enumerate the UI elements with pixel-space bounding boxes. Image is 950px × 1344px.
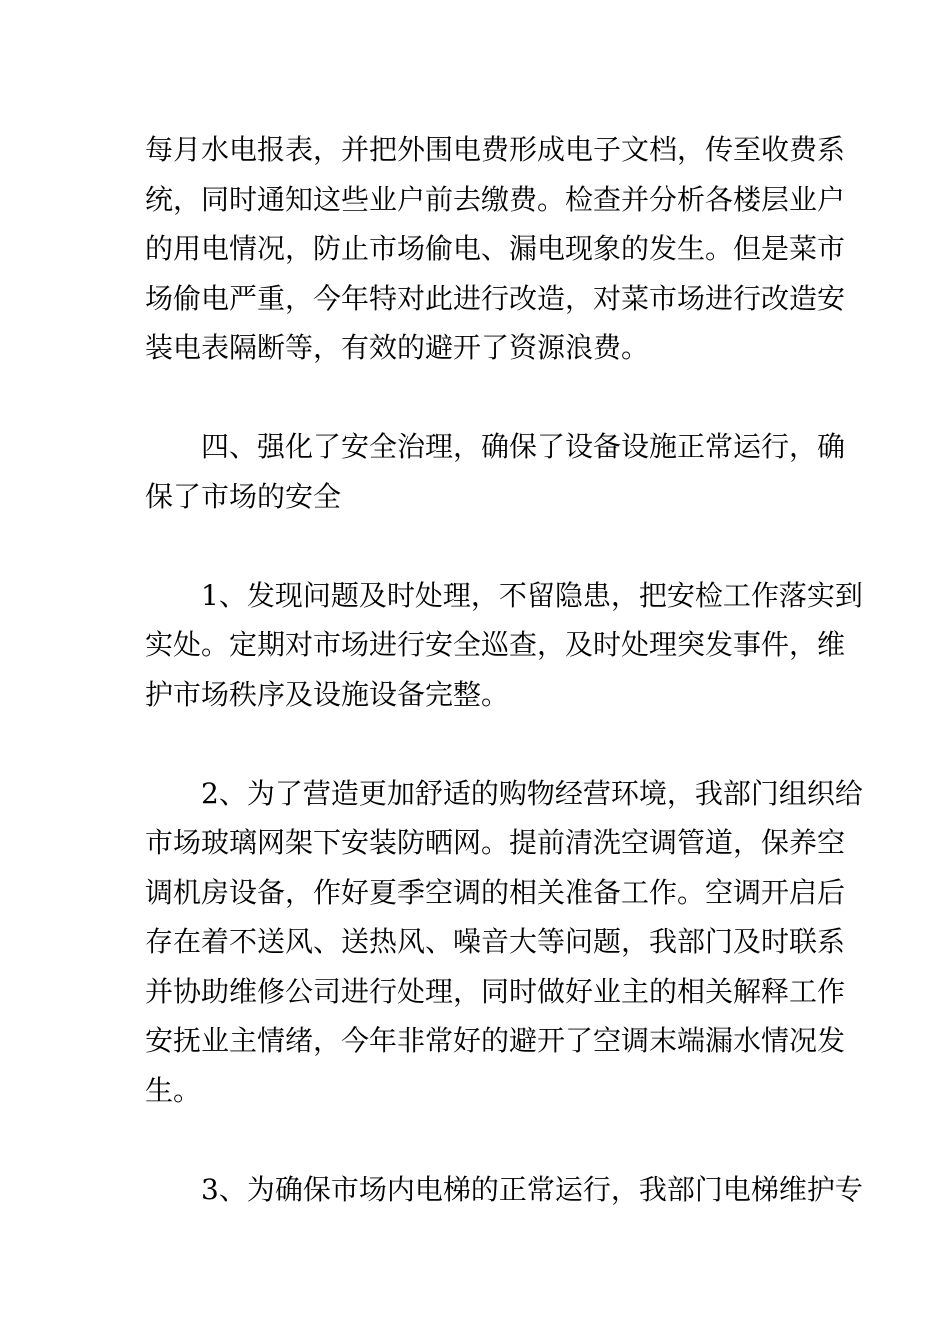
text-line: 生。 (145, 1073, 202, 1107)
text-line: 护市场秩序及设施设备完整。 (145, 677, 510, 711)
paragraph-item-1 (145, 571, 863, 720)
paragraph-spacer (145, 373, 807, 423)
text-line: 每月水电报表，并把外围电费形成电子文档，传至收费系 (145, 133, 846, 166)
document-body (145, 125, 863, 1214)
paragraph-utility-billing (145, 125, 846, 373)
text-line: 存在着不送风、送热风、噪音大等问题，我部门及时联系 (145, 925, 846, 958)
text-line: 调机房设备，作好夏季空调的相关准备工作。空调开启后 (145, 875, 846, 909)
paragraph-spacer (145, 521, 807, 571)
paragraph-item-2 (145, 769, 863, 1116)
paragraph-spacer (145, 1115, 807, 1165)
paragraph-item-3 (145, 1165, 863, 1215)
heading-line: 四、强化了安全治理，确保了设备设施正常运行，确 (201, 430, 846, 463)
text-line: 的用电情况，防止市场偷电、漏电现象的发生。但是菜市 (145, 232, 846, 265)
text-line: 场偷电严重，今年特对此进行改造，对菜市场进行改造安 (145, 281, 846, 315)
text-line: 装电表隔断等，有效的避开了资源浪费。 (145, 331, 650, 364)
paragraph-spacer (145, 719, 807, 769)
text-line: 实处。定期对市场进行安全巡查，及时处理突发事件，维 (145, 628, 846, 661)
text-line: 统，同时通知这些业户前去缴费。检查并分析各楼层业户 (145, 182, 846, 216)
text-line: 3、为确保市场内电梯的正常运行，我部门电梯维护专 (201, 1172, 863, 1206)
text-line: 安抚业主情绪，今年非常好的避开了空调末端漏水情况发 (145, 1024, 846, 1057)
heading-line: 保了市场的安全 (145, 479, 342, 513)
section-heading-safety (145, 422, 846, 521)
text-line: 1、发现问题及时处理，不留隐患，把安检工作落实到 (201, 578, 863, 612)
text-line: 并协助维修公司进行处理，同时做好业主的相关解释工作 (145, 974, 846, 1008)
text-line: 2、为了营造更加舒适的购物经营环境，我部门组织给 (201, 776, 863, 810)
text-line: 市场玻璃网架下安装防晒网。提前清洗空调管道，保养空 (145, 826, 846, 859)
